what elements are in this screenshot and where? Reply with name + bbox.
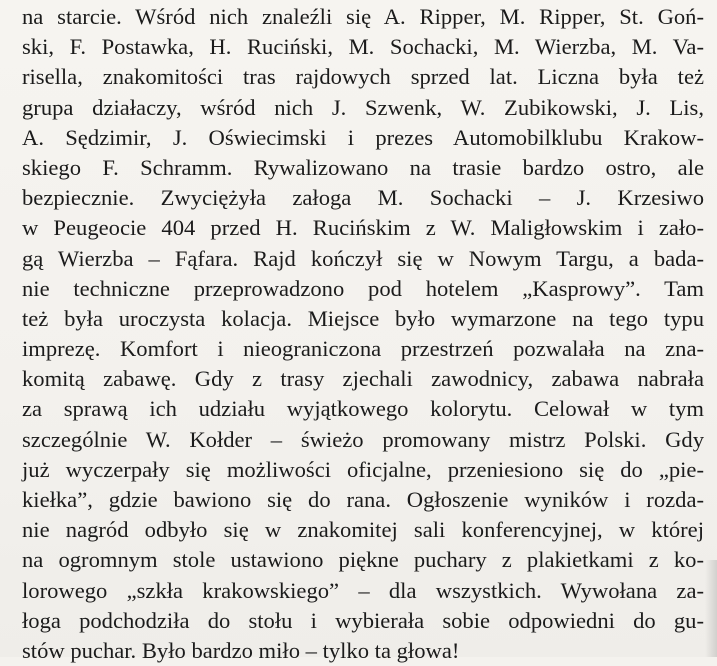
text-line: lorowego „szkła krakowskiego” – dla wszystkich. Wywołana za- [22,577,704,603]
text-line: na starcie. Wśród nich znaleźli się A. Ripper, M. Ripper, St. Goń- [22,4,704,29]
text-line: bezpiecznie. Zwyciężyła załoga M. Sochacki – J. Krzesiwo [22,185,704,211]
text-line: A. Sędzimir, J. Oświecimski i prezes Automobilklubu Krakow- [22,124,704,150]
text-line: risella, znakomitości tras rajdowych sprzed lat. Liczna była też [22,64,704,90]
text-line: ski, F. Postawka, H. Ruciński, M. Sochacki, M. Wierzba, M. Va- [22,34,704,60]
text-line: komitą zabawę. Gdy z trasy zjechali zawodnicy, zabawa nabrała [22,366,704,392]
text-line: kiełka”, gdzie bawiono się do rana. Ogłoszenie wyników i rozda- [22,487,704,512]
text-line: już wyczerpały się możliwości oficjalne, przeniesiono się do „pie- [22,456,704,482]
text-line: łoga podchodziła do stołu i wybierała sobie odpowiedni do gu- [22,607,704,633]
text-line: nie techniczne przeprowadzono pod hotelem „Kasprowy”. Tam [22,275,704,301]
page-edge-shadow [705,560,717,657]
text-line: w Peugeocie 404 przed H. Rucińskim z W. Maligłowskim i zało- [22,215,704,241]
text-line: na ogromnym stole ustawiono piękne puchary z plakietkami z ko- [22,547,704,573]
text-line: gą Wierzba – Fąfara. Rajd kończył się w Nowym Targu, a bada- [22,245,704,271]
text-line: za sprawą ich udziału wyjątkowego kolorytu. Celował w tym [22,396,704,422]
text-line: grupa działaczy, wśród nich J. Szwenk, W. Zubikowski, J. Lis, [22,94,704,120]
text-line-last: stów puchar. Było bardzo miło – tylko ta głowa! [22,637,460,663]
text-line: imprezę. Komfort i nieograniczona przestrzeń pozwalała na zna- [22,336,704,362]
text-line: skiego F. Schramm. Rywalizowano na trasie bardzo ostro, ale [22,154,704,180]
body-text [22,2,704,666]
text-line: szczególnie W. Kołder – świeżo promowany mistrz Polski. Gdy [22,426,704,452]
text-line: nie nagród odbyło się w znakomitej sali konferencyjnej, w której [22,517,704,543]
text-line: też była uroczysta kolacja. Miejsce było wymarzone na tego typu [22,305,704,331]
